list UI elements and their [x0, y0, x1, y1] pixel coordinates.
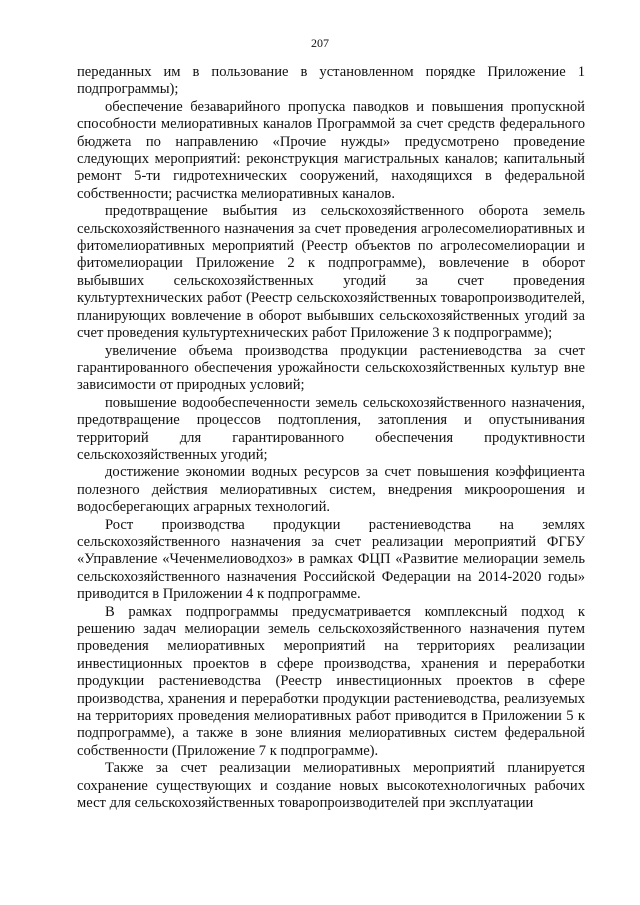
paragraph-crop-production-increase: увеличение объема производства продукции растениеводства за счет гарантированного обеспечения урожайности сельскохозяйственных культур вне зависимости от природных условий;	[77, 342, 585, 394]
paragraph-jobs: Также за счет реализации мелиоративных мероприятий планируется сохранение существующих и создание новых высокотехнологичных рабочих мест для сельскохозяйственных товаропроизводителей при эксплуатации	[77, 760, 585, 812]
paragraph-production-growth: Рост производства продукции растениеводства на землях сельскохозяйственного назначения за счет реализации мероприятий ФГБУ «Управление «Чеченмелиоводхоз» в рамках ФЦП «Развитие мелиорации земель сельскохозяйственного назначения Российской Федерации на 2014-2020 годы» приводится в Приложении 4 к подпрограмме.	[77, 516, 585, 603]
paragraph-water-savings: достижение экономии водных ресурсов за счет повышения коэффициента полезного действия мелиоративных систем, внедрения микроорошения и водосберегающих аграрных технологий.	[77, 464, 585, 516]
paragraph-water-supply: повышение водообеспеченности земель сельскохозяйственного назначения, предотвращение процессов подтопления, затопления и опустынивания территорий для гарантированного обеспечения продуктивности сельскохозяйственных угодий;	[77, 394, 585, 463]
paragraph-continuation: переданных им в пользование в установленном порядке Приложение 1 подпрограммы);	[77, 64, 585, 98]
body-text	[77, 64, 585, 812]
paragraph-flood-passage: обеспечение безаварийного пропуска паводков и повышения пропускной способности мелиоративных каналов Программой за счет средств федерального бюджета по направлению «Прочие нужды» предусмотрено проведение следующих мероприятий: реконструкция магистральных каналов; капитальный ремонт 5-ти гидротехнических сооружений, находящихся в федеральной собственности; расчистка мелиоративных каналов.	[77, 98, 585, 202]
paragraph-land-retirement-prevention: предотвращение выбытия из сельскохозяйственного оборота земель сельскохозяйственного назначения за счет проведения агролесомелиоративных и фитомелиоративных мероприятий (Реестр объектов по агролесомелиорации и фитомелиорации Приложение 2 к подпрограмме), вовлечение в оборот выбывших сельскохозяйственных угодий за счет проведения культуртехнических работ (Реестр сельскохозяйственных товаропроизводителей, планирующих вовлечение в оборот выбывших сельскохозяйственных угодий за счет проведения культуртехнических работ Приложение 3 к подпрограмме);	[77, 203, 585, 342]
paragraph-complex-approach: В рамках подпрограммы предусматривается комплексный подход к решению задач мелиорации земель сельскохозяйственного назначения путем проведения мелиоративных мероприятий на территориях реализации инвестиционных проектов в сфере производства, хранения и переработки продукции растениеводства (Реестр инвестиционных проектов в сфере производства, хранения и переработки продукции растениеводства, реализуемых на территориях проведения мелиоративных работ приводится в Приложении 5 к подпрограмме), а также в зоне влияния мелиоративных систем федеральной собственности (Приложение 7 к подпрограмме).	[77, 603, 585, 759]
page-number: 207	[311, 36, 329, 50]
